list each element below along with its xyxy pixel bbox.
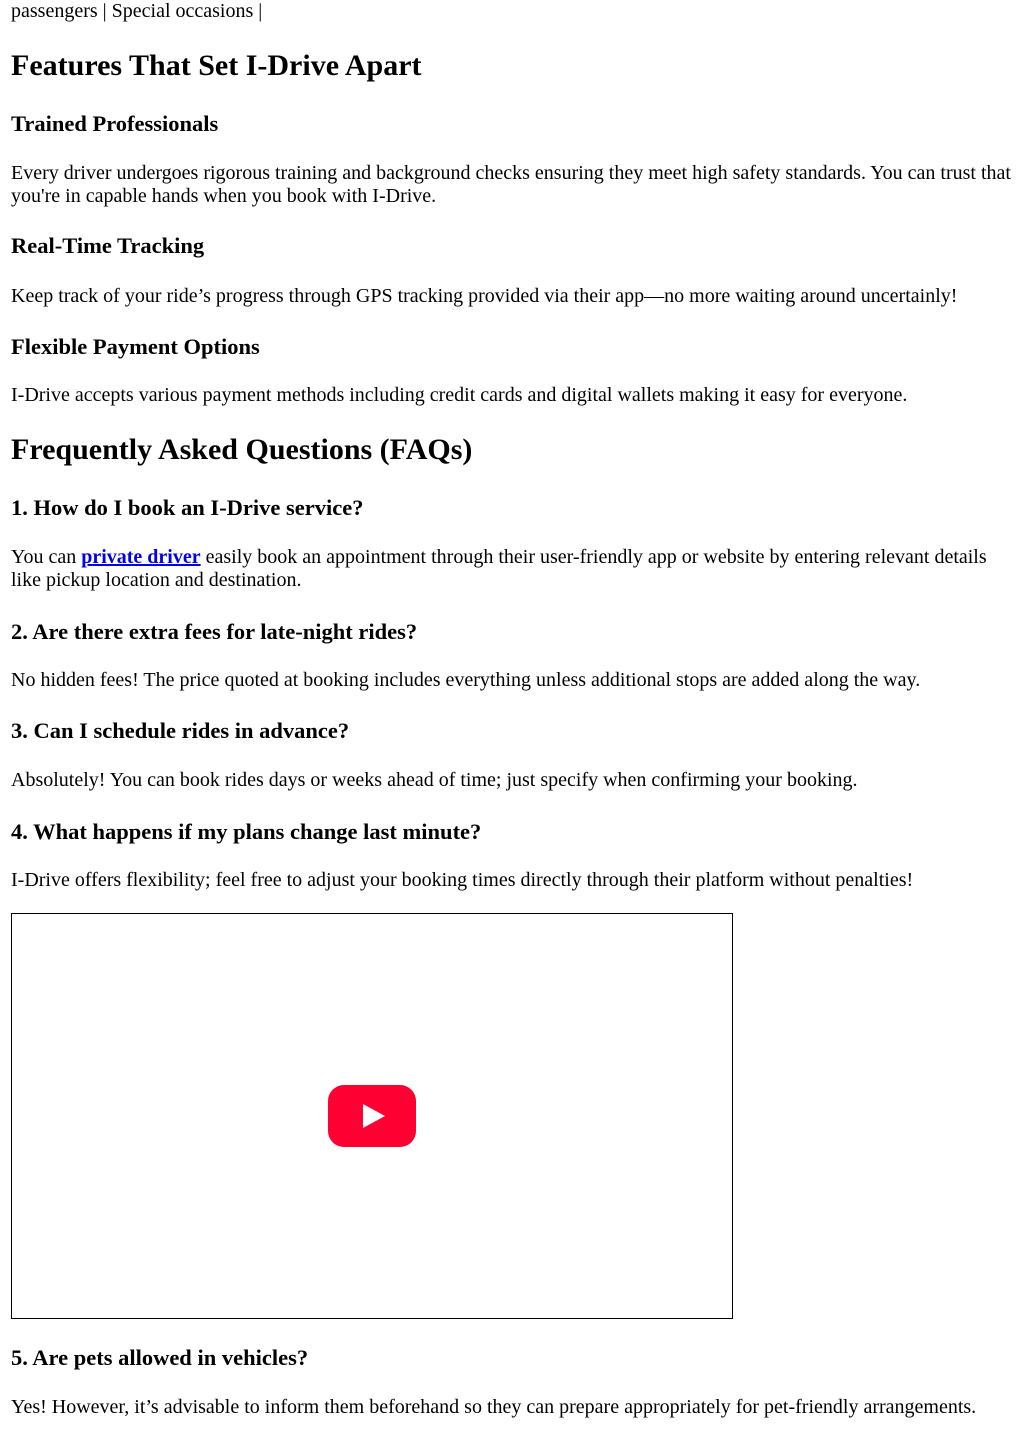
- faq-answer-1-after: easily book an appointment through their user-friendly app or website by entering relevant details like pickup location and destination.: [11, 546, 987, 591]
- tag-line: passengers | Special occasions |: [11, 0, 263, 22]
- faq-answer-3: Absolutely! You can book rides days or weeks ahead of time; just specify when confirming your booking.: [11, 769, 858, 791]
- feature-title-trained-professionals: Trained Professionals: [11, 111, 219, 136]
- feature-title-real-time-tracking: Real-Time Tracking: [11, 233, 205, 258]
- faq-answer-1: [11, 546, 1011, 592]
- faq-question-1: 1. How do I book an I-Drive service?: [11, 495, 364, 520]
- private-driver-link[interactable]: private driver: [81, 546, 201, 568]
- embedded-video-player[interactable]: [11, 913, 733, 1319]
- faq-question-5: 5. Are pets allowed in vehicles?: [11, 1345, 309, 1370]
- faq-answer-1-before: You can: [11, 546, 82, 568]
- feature-text-flexible-payment: I-Drive accepts various payment methods including credit cards and digital wallets making it easy for everyone.: [11, 384, 908, 406]
- faq-question-2: 2. Are there extra fees for late-night rides?: [11, 619, 418, 644]
- feature-text-trained-professionals: Every driver undergoes rigorous training and background checks ensuring they meet high safety standards. You can trust that you're in capable hands when you book with I-Drive.: [11, 162, 1011, 207]
- features-heading: Features That Set I-Drive Apart: [11, 49, 422, 82]
- faq-question-3: 3. Can I schedule rides in advance?: [11, 718, 350, 743]
- youtube-play-icon[interactable]: [328, 1085, 416, 1147]
- feature-title-flexible-payment: Flexible Payment Options: [11, 334, 260, 359]
- faq-answer-4: I-Drive offers flexibility; feel free to adjust your booking times directly through their platform without penalties!: [11, 869, 914, 891]
- feature-text-real-time-tracking: Keep track of your ride’s progress through GPS tracking provided via their app—no more waiting around uncertainly!: [11, 285, 958, 307]
- faq-answer-5: Yes! However, it’s advisable to inform them beforehand so they can prepare appropriately for pet-friendly arrangements.: [11, 1396, 977, 1418]
- faq-answer-2: No hidden fees! The price quoted at booking includes everything unless additional stops are added along the way.: [11, 669, 921, 691]
- faq-question-4: 4. What happens if my plans change last minute?: [11, 819, 482, 844]
- faqs-heading: Frequently Asked Questions (FAQs): [11, 433, 473, 466]
